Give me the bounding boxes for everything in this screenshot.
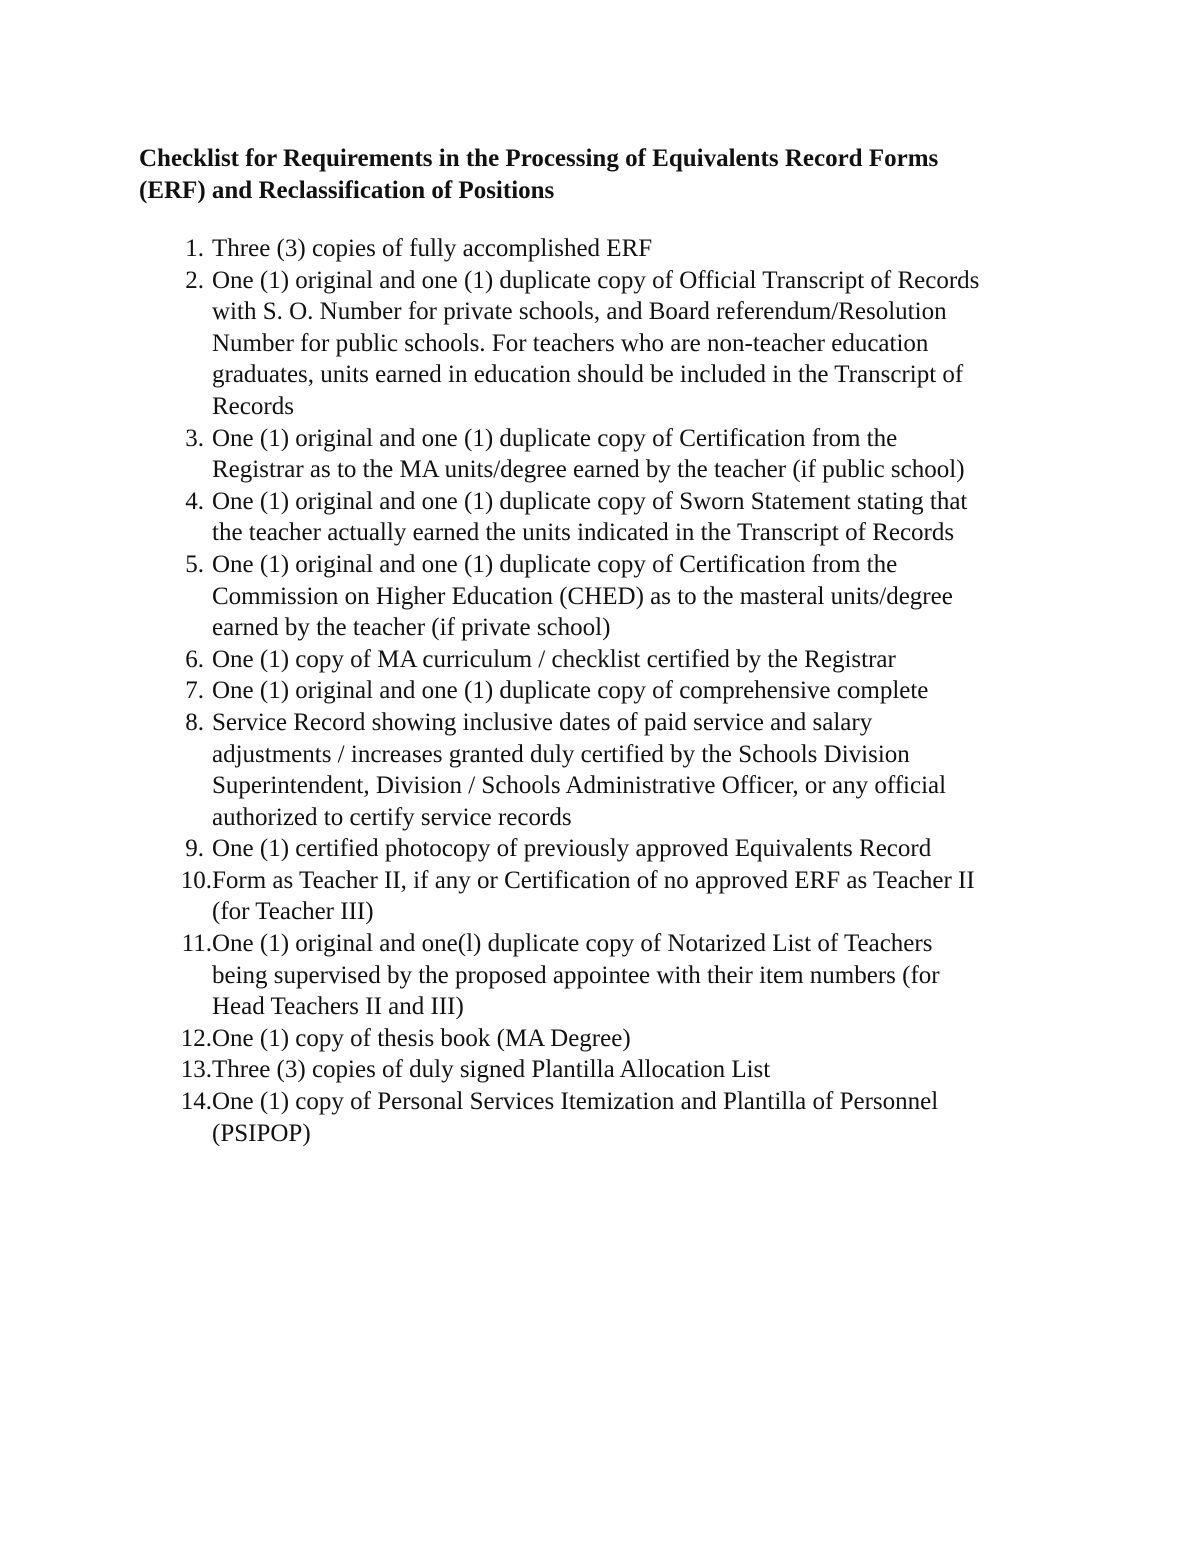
requirement-number: 1. bbox=[185, 235, 204, 262]
requirement-item bbox=[139, 1023, 1079, 1055]
requirement-number: 13. bbox=[180, 1056, 212, 1084]
requirement-number: 7. bbox=[185, 677, 204, 705]
requirement-text-line: the teacher actually earned the units indicated in the Transcript of Records bbox=[212, 519, 955, 547]
requirement-item bbox=[139, 486, 1079, 549]
requirement-text-line: One (1) copy of MA curriculum / checklist certified by the Registrar bbox=[212, 645, 896, 673]
requirement-text-line: (PSIPOP) bbox=[212, 1119, 311, 1147]
requirement-item bbox=[139, 1086, 1079, 1149]
requirement-number: 2. bbox=[185, 266, 204, 294]
requirement-text-line: One (1) original and one (1) duplicate copy of comprehensive complete bbox=[212, 677, 929, 705]
requirement-number: 3. bbox=[185, 424, 204, 452]
requirement-text-line: One (1) original and one (1) duplicate copy of Certification from the bbox=[212, 550, 898, 578]
requirement-item bbox=[139, 833, 1079, 865]
requirement-number: 5. bbox=[185, 550, 204, 578]
requirement-text-line: being supervised by the proposed appointee with their item numbers (for bbox=[212, 961, 940, 989]
document-title bbox=[139, 143, 1079, 206]
requirement-item bbox=[139, 644, 1079, 676]
requirement-number: 12. bbox=[180, 1024, 212, 1052]
requirement-text-line: Records bbox=[212, 392, 294, 420]
requirement-item bbox=[139, 233, 1079, 265]
document-title-line: Checklist for Requirements in the Processing of Equivalents Record Forms bbox=[139, 145, 939, 172]
requirement-text-line: Superintendent, Division / Schools Administrative Officer, or any official bbox=[212, 772, 947, 800]
requirement-text-line: One (1) original and one (1) duplicate copy of Certification from the bbox=[212, 424, 898, 452]
requirement-number: 11. bbox=[181, 930, 212, 958]
requirement-number: 14. bbox=[180, 1088, 212, 1116]
requirement-text-line: One (1) copy of thesis book (MA Degree) bbox=[212, 1024, 631, 1052]
requirement-text-line: with S. O. Number for private schools, and Board referendum/Resolution bbox=[212, 298, 947, 326]
requirement-text-line: Service Record showing inclusive dates of paid service and salary bbox=[212, 708, 873, 736]
requirement-item bbox=[139, 549, 1079, 644]
requirement-text-line: One (1) original and one (1) duplicate copy of Sworn Statement stating that bbox=[212, 487, 968, 515]
requirement-text-line: Head Teachers II and III) bbox=[212, 993, 464, 1021]
requirement-text-line: One (1) copy of Personal Services Itemization and Plantilla of Personnel bbox=[212, 1088, 939, 1116]
requirement-text-line: Commission on Higher Education (CHED) as to the masteral units/degree bbox=[212, 582, 953, 610]
requirements-list bbox=[139, 233, 1079, 1149]
requirement-item bbox=[139, 423, 1079, 486]
requirement-text-line: (for Teacher III) bbox=[212, 898, 374, 926]
requirement-number: 10. bbox=[180, 866, 212, 894]
requirement-number: 8. bbox=[185, 708, 204, 736]
requirement-text-line: One (1) original and one (1) duplicate copy of Official Transcript of Records bbox=[212, 266, 980, 294]
requirement-item bbox=[139, 865, 1079, 928]
document-title-line: (ERF) and Reclassification of Positions bbox=[139, 176, 555, 204]
requirement-number: 4. bbox=[185, 487, 204, 515]
requirement-text-line: Three (3) copies of duly signed Plantilla Allocation List bbox=[212, 1056, 771, 1084]
requirement-text-line: adjustments / increases granted duly certified by the Schools Division bbox=[212, 740, 910, 768]
requirement-text-line: Number for public schools. For teachers who are non-teacher education bbox=[212, 329, 929, 357]
requirement-text-line: One (1) original and one(l) duplicate copy of Notarized List of Teachers bbox=[212, 930, 933, 958]
requirement-text-line: authorized to certify service records bbox=[212, 803, 572, 831]
requirement-text-line: One (1) certified photocopy of previously approved Equivalents Record bbox=[212, 835, 932, 863]
requirement-text-line: Form as Teacher II, if any or Certification of no approved ERF as Teacher II bbox=[212, 866, 975, 894]
requirement-item bbox=[139, 707, 1079, 833]
requirement-text-line: graduates, units earned in education should be included in the Transcript of bbox=[212, 361, 964, 389]
requirement-number: 9. bbox=[185, 835, 204, 863]
requirement-item bbox=[139, 1054, 1079, 1086]
requirement-text-line: Registrar as to the MA units/degree earned by the teacher (if public school) bbox=[212, 456, 965, 484]
requirement-number: 6. bbox=[185, 645, 204, 673]
requirement-item bbox=[139, 928, 1079, 1023]
requirement-item bbox=[139, 265, 1079, 423]
requirement-item bbox=[139, 675, 1079, 707]
requirement-text-line: Three (3) copies of fully accomplished ERF bbox=[212, 235, 653, 262]
requirement-text-line: earned by the teacher (if private school) bbox=[212, 614, 611, 642]
